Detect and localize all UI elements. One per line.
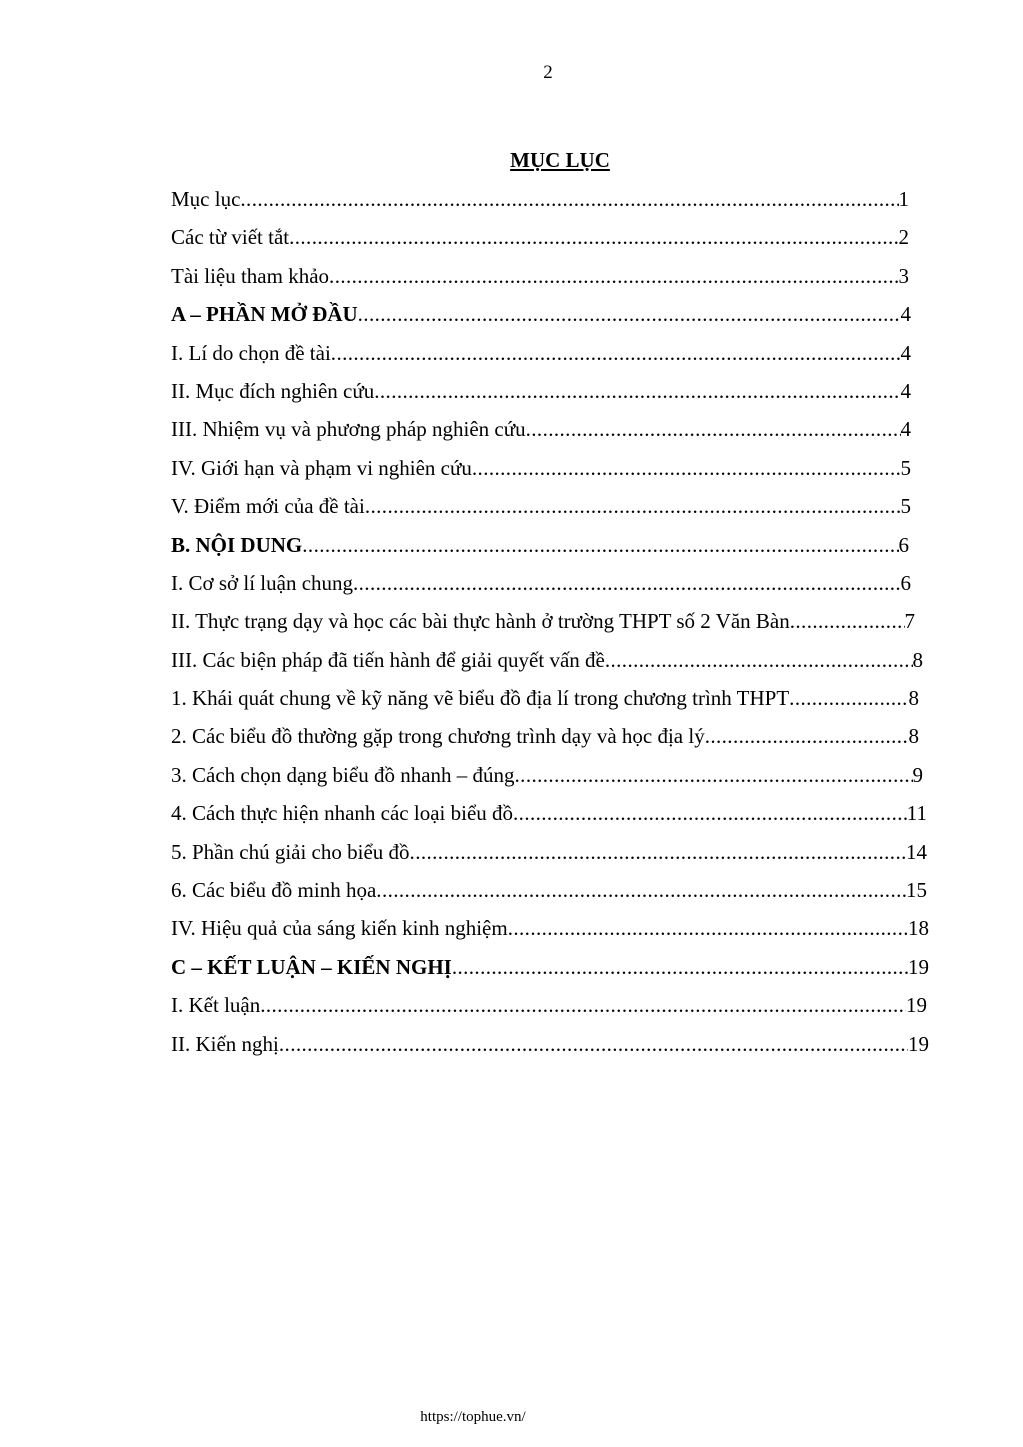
- toc-dot-leader: [289, 222, 898, 252]
- toc-entry-label: II. Kiến nghị: [171, 1031, 279, 1056]
- toc-entry-line: [171, 1029, 929, 1059]
- toc-entry-page: 5: [900, 455, 911, 480]
- toc-entry[interactable]: [171, 645, 931, 683]
- footer-url[interactable]: https://tophue.vn/: [420, 1409, 526, 1425]
- toc-entry-line: [171, 376, 911, 406]
- toc-entry-label: V. Điểm mới của đề tài: [171, 494, 365, 519]
- toc-dot-leader: [260, 990, 906, 1020]
- toc-entry-line: [171, 453, 911, 483]
- toc-dot-leader: [374, 376, 900, 406]
- toc-entry-line: [171, 338, 911, 368]
- toc-dot-leader: [605, 645, 913, 675]
- toc-entry-page: 2: [898, 225, 909, 250]
- toc-dot-leader: [240, 184, 898, 214]
- toc-entry-label: III. Nhiệm vụ và phương pháp nghiên cứu: [171, 417, 526, 442]
- toc-entry-line: [171, 952, 929, 982]
- toc-entry-page: 19: [906, 993, 927, 1018]
- toc-entry-label: I. Cơ sở lí luận chung: [171, 570, 354, 595]
- toc-entry[interactable]: [171, 683, 931, 721]
- toc-dot-leader: [472, 453, 901, 483]
- toc-entry-line: [171, 222, 909, 252]
- toc-entry-page: 3: [898, 263, 909, 288]
- toc-entry-page: 8: [908, 686, 919, 711]
- toc-entry-page: 18: [908, 916, 929, 941]
- toc-dot-leader: [789, 683, 908, 713]
- toc-entry-line: [171, 414, 911, 444]
- toc-dot-leader: [508, 913, 908, 943]
- toc-entry-line: [171, 568, 911, 598]
- toc-entry[interactable]: [171, 530, 931, 568]
- toc-entry[interactable]: [171, 568, 931, 606]
- toc-entry-page: 8: [912, 647, 923, 672]
- toc-dot-leader: [302, 530, 898, 560]
- toc-entry-label: 6. Các biểu đồ minh họa: [171, 878, 377, 903]
- toc-dot-leader: [410, 837, 906, 867]
- toc-entry-page: 15: [906, 878, 927, 903]
- toc-entry-line: [171, 760, 923, 790]
- toc-dot-leader: [452, 952, 908, 982]
- toc-entry-label: Mục lục: [171, 187, 241, 211]
- toc-entry-page: 11: [906, 801, 927, 826]
- toc-entry-label: III. Các biện pháp đã tiến hành để giải quyết vấn đề: [171, 647, 605, 672]
- toc-entry-label: 3. Cách chọn dạng biểu đồ nhanh – đúng: [171, 762, 515, 787]
- toc-entry-line: [171, 683, 919, 713]
- page-number: 2: [543, 62, 553, 83]
- toc-entry-label: Các từ viết tắt: [171, 225, 290, 250]
- toc-entry-label: I. Lí do chọn đề tài: [171, 340, 331, 365]
- toc-dot-leader: [515, 760, 913, 790]
- toc-entry-label: C – KẾT LUẬN – KIẾN NGHỊ: [171, 954, 452, 979]
- page-title: MỤC LỤC: [510, 148, 610, 172]
- toc-entry[interactable]: [171, 222, 931, 260]
- toc-entry[interactable]: [171, 760, 931, 798]
- toc-entry[interactable]: [171, 875, 931, 913]
- toc-entry-line: [171, 299, 911, 329]
- toc-entry[interactable]: [171, 261, 931, 299]
- toc-entry-label: II. Mục đích nghiên cứu: [171, 378, 375, 403]
- toc-entry-line: [171, 261, 909, 291]
- toc-dot-leader: [790, 606, 905, 636]
- toc-dot-leader: [353, 568, 900, 598]
- toc-entry-page: 1: [898, 187, 909, 211]
- toc-dot-leader: [358, 299, 901, 329]
- toc-entry-line: [171, 721, 919, 751]
- toc-dot-leader: [365, 491, 901, 521]
- toc-entry[interactable]: [171, 338, 931, 376]
- toc-entry-label: IV. Hiệu quả của sáng kiến kinh nghiệm: [171, 916, 508, 941]
- toc-entry-line: [171, 798, 927, 828]
- toc-entry-page: 6: [900, 570, 911, 595]
- toc-dot-leader: [513, 798, 907, 828]
- toc-entry[interactable]: [171, 376, 931, 414]
- toc-entry-page: 4: [900, 378, 911, 403]
- toc-entry-page: 6: [898, 532, 909, 557]
- toc-entry-line: [171, 530, 909, 560]
- toc-entry[interactable]: [171, 837, 931, 875]
- toc-entry-line: [171, 990, 927, 1020]
- toc-entry-page: 19: [908, 954, 929, 979]
- toc-entry-page: 4: [900, 417, 911, 442]
- toc-entry-page: 4: [900, 340, 911, 365]
- toc-entry-line: [171, 645, 923, 675]
- toc-entry[interactable]: [171, 299, 931, 337]
- toc-entry-line: [171, 875, 927, 905]
- toc-entry[interactable]: [171, 184, 931, 222]
- toc-entry[interactable]: [171, 414, 931, 452]
- toc-entry-page: 7: [904, 609, 915, 634]
- toc-entry-page: 5: [900, 494, 911, 519]
- table-of-contents: [171, 184, 931, 1067]
- toc-entry[interactable]: [171, 606, 931, 644]
- toc-entry-label: II. Thực trạng dạy và học các bài thực hành ở trường THPT số 2 Văn Bàn: [171, 609, 790, 634]
- toc-entry-page: 9: [912, 762, 923, 787]
- toc-entry-page: 4: [900, 302, 911, 327]
- toc-entry-label: 1. Khái quát chung về kỹ năng vẽ biểu đồ địa lí trong chương trình THPT: [171, 686, 790, 711]
- toc-entry[interactable]: [171, 913, 931, 951]
- toc-entry-label: Tài liệu tham khảo: [171, 263, 330, 288]
- toc-entry-label: B. NỘI DUNG: [171, 532, 303, 557]
- toc-entry-line: [171, 491, 911, 521]
- toc-entry-page: 19: [908, 1031, 929, 1056]
- toc-entry-line: [171, 606, 915, 636]
- toc-entry-page: 8: [908, 724, 919, 749]
- toc-entry-label: 2. Các biểu đồ thường gặp trong chương trình dạy và học địa lý: [171, 724, 705, 749]
- toc-dot-leader: [279, 1029, 908, 1059]
- toc-entry[interactable]: [171, 721, 931, 759]
- toc-entry[interactable]: [171, 798, 931, 836]
- toc-entry-line: [171, 913, 929, 943]
- toc-entry-line: [171, 837, 927, 867]
- toc-entry-label: 5. Phần chú giải cho biểu đồ: [171, 839, 410, 864]
- toc-dot-leader: [329, 261, 898, 291]
- toc-entry[interactable]: [171, 453, 931, 491]
- toc-entry[interactable]: [171, 491, 931, 529]
- toc-entry[interactable]: [171, 952, 931, 990]
- toc-entry-line: [171, 184, 909, 214]
- toc-entry-label: A – PHẦN MỞ ĐẦU: [171, 302, 358, 327]
- toc-entry[interactable]: [171, 1029, 931, 1067]
- toc-entry-label: I. Kết luận: [171, 993, 261, 1018]
- toc-entry-label: IV. Giới hạn và phạm vi nghiên cứu: [171, 455, 472, 480]
- toc-entry-label: 4. Cách thực hiện nhanh các loại biểu đồ: [171, 801, 514, 826]
- toc-dot-leader: [331, 338, 901, 368]
- toc-entry[interactable]: [171, 990, 931, 1028]
- toc-dot-leader: [705, 721, 909, 751]
- toc-dot-leader: [526, 414, 901, 444]
- toc-dot-leader: [376, 875, 906, 905]
- toc-entry-page: 14: [906, 839, 927, 864]
